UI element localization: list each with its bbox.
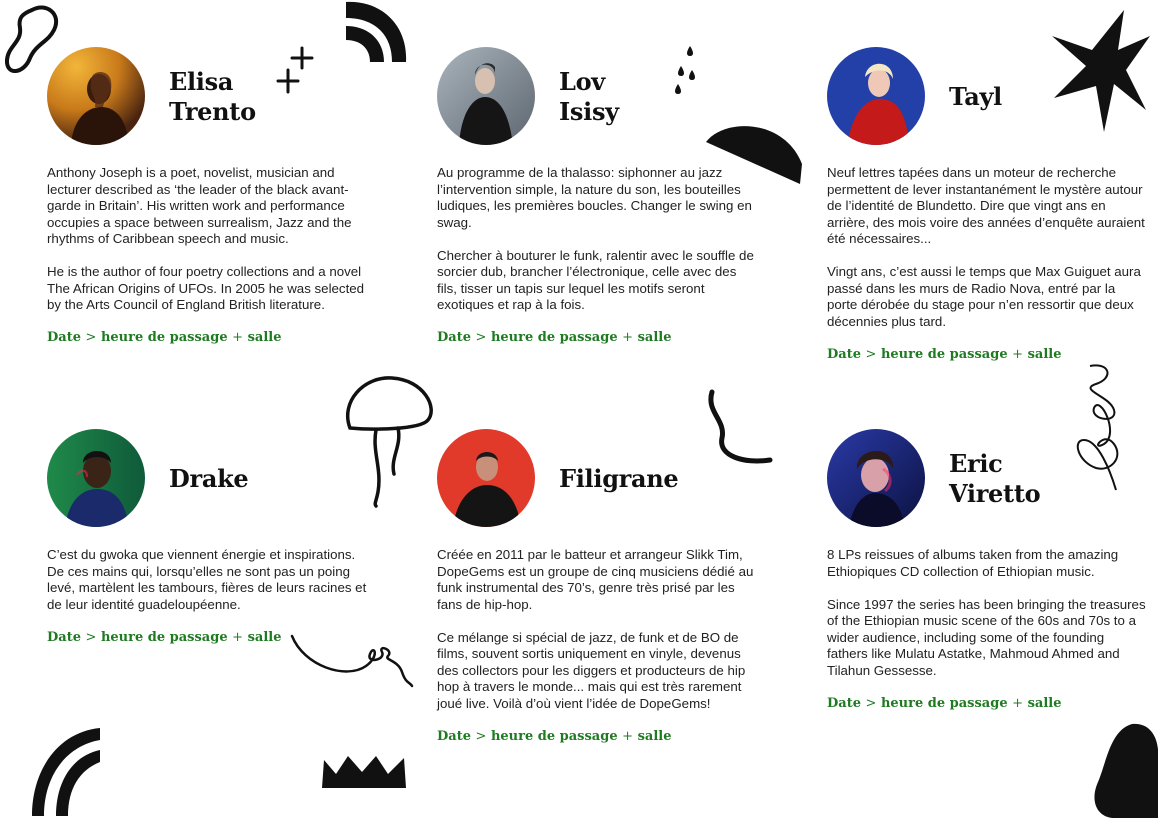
artist-header [827,429,1147,529]
avatar [827,47,925,145]
schedule-separator: + [1012,346,1024,362]
avatar [827,429,925,527]
schedule-separator: + [232,330,244,345]
avatar [47,47,145,145]
artist-first-name: Lov [559,67,605,96]
schedule-time: heure de passage [100,629,228,645]
schedule-date: Date [47,330,81,345]
bio-paragraph: Anthony Joseph is a poet, novelist, musician and lecturer described as ‘the leader of the black avant-garde in Britain’. His written work and performance occupies a space between surrealism, Jazz and the rhythms of Caribbean speech and music. [47,165,352,246]
bio-paragraph: Since 1997 the series has been bringing the treasures of the Ethiopian music scene of the 60s and 70s to a wider audience, including some of the founding fathers like Mulatu Astatke, Mahmoud Ahmed and Tilahun Gessesse. [827,596,1146,678]
schedule-time: heure de passage [490,728,618,744]
schedule-link[interactable] [827,696,1147,711]
schedule-room: salle [637,330,672,345]
schedule-date: Date [437,330,471,345]
artist-bio [827,547,1147,679]
artist-name [949,449,1040,509]
artist-last-name: Isisy [559,97,619,126]
bio-paragraph: 8 LPs reissues of albums taken from the amazing Ethiopiques CD collection of Ethiopian music. [827,547,1119,579]
schedule-separator: > [85,330,97,345]
schedule-separator: + [622,728,634,744]
artist-card-drake [47,429,367,645]
crown-zigzag-icon [318,752,410,790]
bio-paragraph: Chercher à bouturer le funk, ralentir avec le souffle de sorcier dub, brancher l’électronique, celle avec des fils, tisser un tapis sur lequel les motifs seront exotiques et rap à la fois. [437,247,754,312]
artist-bio [437,165,757,314]
schedule-time: heure de passage [880,695,1008,711]
schedule-link[interactable] [437,330,757,345]
artist-card-tayl [827,47,1147,362]
artist-card-eric-viretto [827,429,1147,711]
schedule-room: salle [1027,695,1062,711]
artist-name [559,67,619,127]
schedule-time: heure de passage [100,330,228,345]
artist-header [437,429,757,529]
artist-first-name: Elisa [169,67,234,96]
artist-last-name: Trento [169,97,256,126]
bio-paragraph: Neuf lettres tapées dans un moteur de recherche permettent de lever instantanément le mystère autour de l’identité de Blundetto. Dire que vingt ans en arrière, des mois voire des années d’enquête auraient été nécessaires... [827,165,1145,246]
bio-paragraph: C’est du gwoka que viennent énergie et inspirations. De ces mains qui, lorsqu’elles ne sont pas un poing levé, martèlent les tambours, fières de leurs racines et de leur identité guadeloupéenne. [47,547,367,612]
bio-paragraph: He is the author of four poetry collections and a novel The African Origins of UFOs. In 2005 he was selected by the Arts Council of England British literature. [47,264,365,312]
schedule-separator: > [865,346,877,362]
artist-first-name: Tayl [949,82,1002,111]
schedule-date: Date [827,346,861,362]
schedule-time: heure de passage [490,330,618,345]
schedule-separator: > [85,629,97,645]
schedule-separator: + [1012,695,1024,711]
schedule-room: salle [247,330,282,345]
blob-shape-icon [1090,720,1158,818]
schedule-date: Date [437,728,471,744]
schedule-separator: > [475,728,487,744]
artist-name [559,464,678,494]
artist-bio [47,165,367,314]
artist-last-name: Viretto [949,479,1041,508]
bio-paragraph: Vingt ans, c’est aussi le temps que Max Guiguet aura passé dans les murs de Radio Nova, entré par la porte dérobée du stage pour n’en ressortir que deux décennies plus tard. [827,264,1141,329]
artist-bio [437,547,757,712]
avatar [437,47,535,145]
schedule-time: heure de passage [880,346,1008,362]
bio-paragraph: Au programme de la thalasso: siphonner au jazz l’intervention simple, la nature du son, les bouteilles ludiques, les premières boucles. Changer le swing en swag. [437,165,752,230]
schedule-room: salle [637,728,672,744]
artist-bio [827,165,1147,330]
schedule-link[interactable] [47,630,367,645]
artist-name [169,464,248,494]
schedule-date: Date [47,629,81,645]
bio-paragraph: Ce mélange si spécial de jazz, de funk et de BO de films, souvent sortis uniquement en vinyle, devenus des collectors pour les diggers et producteurs de hip hop à travers le monde... mais qui est très rarement joué live. Voilà d’où vient l’idée de DopeGems! [437,629,746,711]
schedule-room: salle [247,629,282,645]
artist-bio [47,547,367,613]
schedule-link[interactable] [437,729,757,744]
artist-card-lov-isisy [437,47,757,345]
artist-name [949,82,1002,112]
rainbow-arc-icon [24,716,104,818]
bio-paragraph: Créée en 2011 par le batteur et arrangeur Slikk Tim, DopeGems est un groupe de cinq musiciens dédié au funk instrumental des 70’s, genre très prisé par les fans de hip-hop. [437,547,754,612]
schedule-date: Date [827,695,861,711]
artist-header [47,47,367,147]
schedule-separator: + [622,330,634,345]
artist-card-filigrane [437,429,757,744]
schedule-room: salle [1027,346,1062,362]
artist-first-name: Drake [169,464,249,493]
avatar [47,429,145,527]
artist-name [169,67,256,127]
artist-header [827,47,1147,147]
avatar [437,429,535,527]
schedule-separator: > [865,695,877,711]
artist-header [437,47,757,147]
artist-header [47,429,367,529]
schedule-separator: + [232,629,244,645]
artist-card-elisa-trento [47,47,367,345]
schedule-link[interactable] [47,330,367,345]
artist-first-name: Eric [949,449,1003,478]
schedule-separator: > [475,330,487,345]
schedule-link[interactable] [827,347,1147,362]
artist-first-name: Filigrane [559,464,679,493]
